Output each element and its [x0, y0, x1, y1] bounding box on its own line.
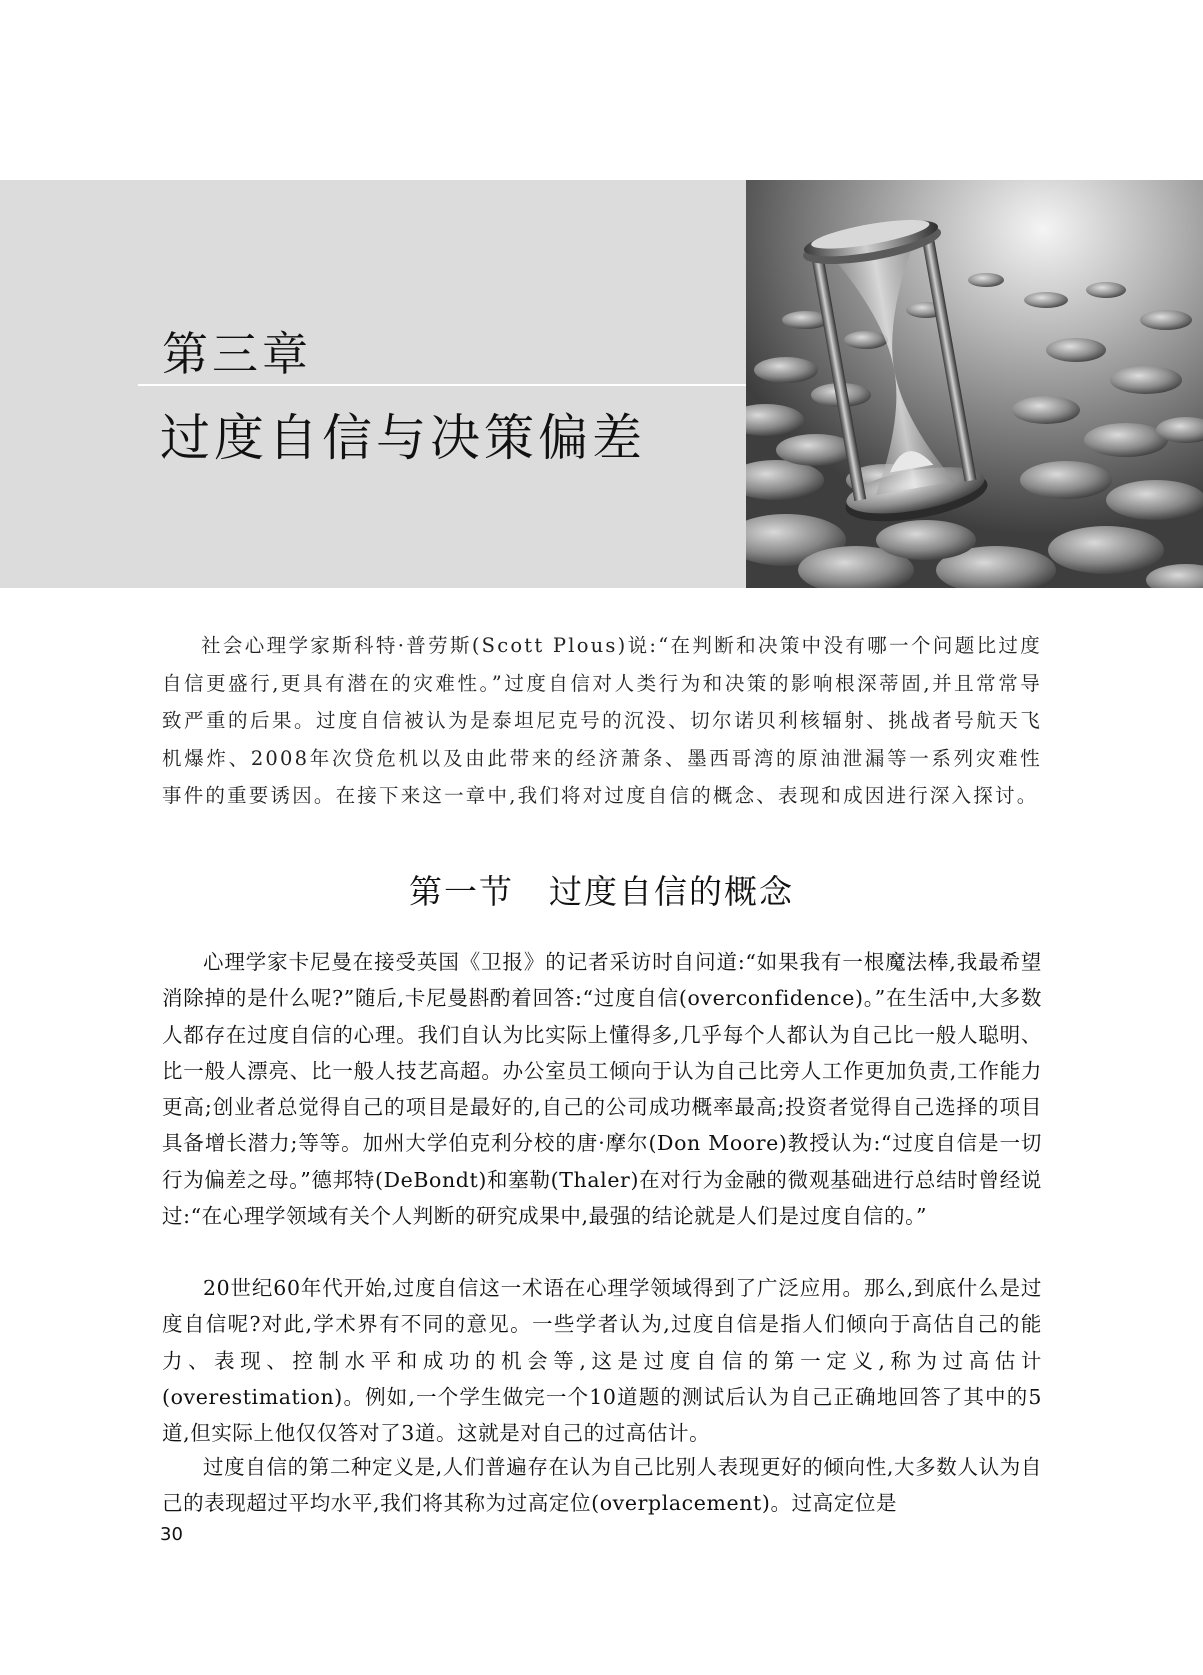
- section-heading: 第一节 过度自信的概念: [409, 872, 794, 911]
- body-paragraph: 过度自信的第二种定义是,人们普遍存在认为自己比别人表现更好的倾向性,大多数人认为自己的表现超过平均水平,我们将其称为过高定位(overplacement)。过高定位是: [162, 1455, 1042, 1516]
- body-paragraph: 20世纪60年代开始,过度自信这一术语在心理学领域得到了广泛应用。那么,到底什么是过度自信呢?对此,学术界有不同的意见。一些学者认为,过度自信是指人们倾向于高估自己的能力、表现、控制水平和成功的机会等,这是过度自信的第一定义,称为过高估计(overestimation)。例如,一个学生做完一个10道题的测试后认为自己正确地回答了其中的5道,但实际上他仅仅答对了3道。这就是对自己的过高估计。: [162, 1276, 1042, 1446]
- hourglass-coins-photo: [746, 180, 1203, 588]
- chapter-title: 过度自信与决策偏差: [160, 409, 646, 467]
- chapter-number: 第三章: [162, 327, 312, 381]
- intro-paragraph: 社会心理学家斯科特·普劳斯(Scott Plous)说:“在判断和决策中没有哪一个问题比过度自信更盛行,更具有潜在的灾难性。”过度自信对人类行为和决策的影响根深蒂固,并且常常导致严重的后果。过度自信被认为是泰坦尼克号的沉没、切尔诺贝利核辐射、挑战者号航天飞机爆炸、2008年次贷危机以及由此带来的经济萧条、墨西哥湾的原油泄漏等一系列灾难性事件的重要诱因。在接下来这一章中,我们将对过度自信的概念、表现和成因进行深入探讨。: [162, 634, 1042, 808]
- title-divider: [138, 384, 746, 386]
- body-paragraph: 心理学家卡尼曼在接受英国《卫报》的记者采访时自问道:“如果我有一根魔法棒,我最希望消除掉的是什么呢?”随后,卡尼曼斟酌着回答:“过度自信(overconfidence)。”在生活中,大多数人都存在过度自信的心理。我们自认为比实际上懂得多,几乎每个人都认为自己比一般人聪明、比一般人漂亮、比一般人技艺高超。办公室员工倾向于认为自己比旁人工作更加负责,工作能力更高;创业者总觉得自己的项目是最好的,自己的公司成功概率最高;投资者觉得自己选择的项目具备增长潜力;等等。加州大学伯克利分校的唐·摩尔(Don Moore)教授认为:“过度自信是一切行为偏差之母。”德邦特(DeBondt)和塞勒(Thaler)在对行为金融的微观基础进行总结时曾经说过:“在心理学领域有关个人判断的研究成果中,最强的结论就是人们是过度自信的。”: [162, 950, 1042, 1229]
- page-number: 30: [160, 1524, 183, 1545]
